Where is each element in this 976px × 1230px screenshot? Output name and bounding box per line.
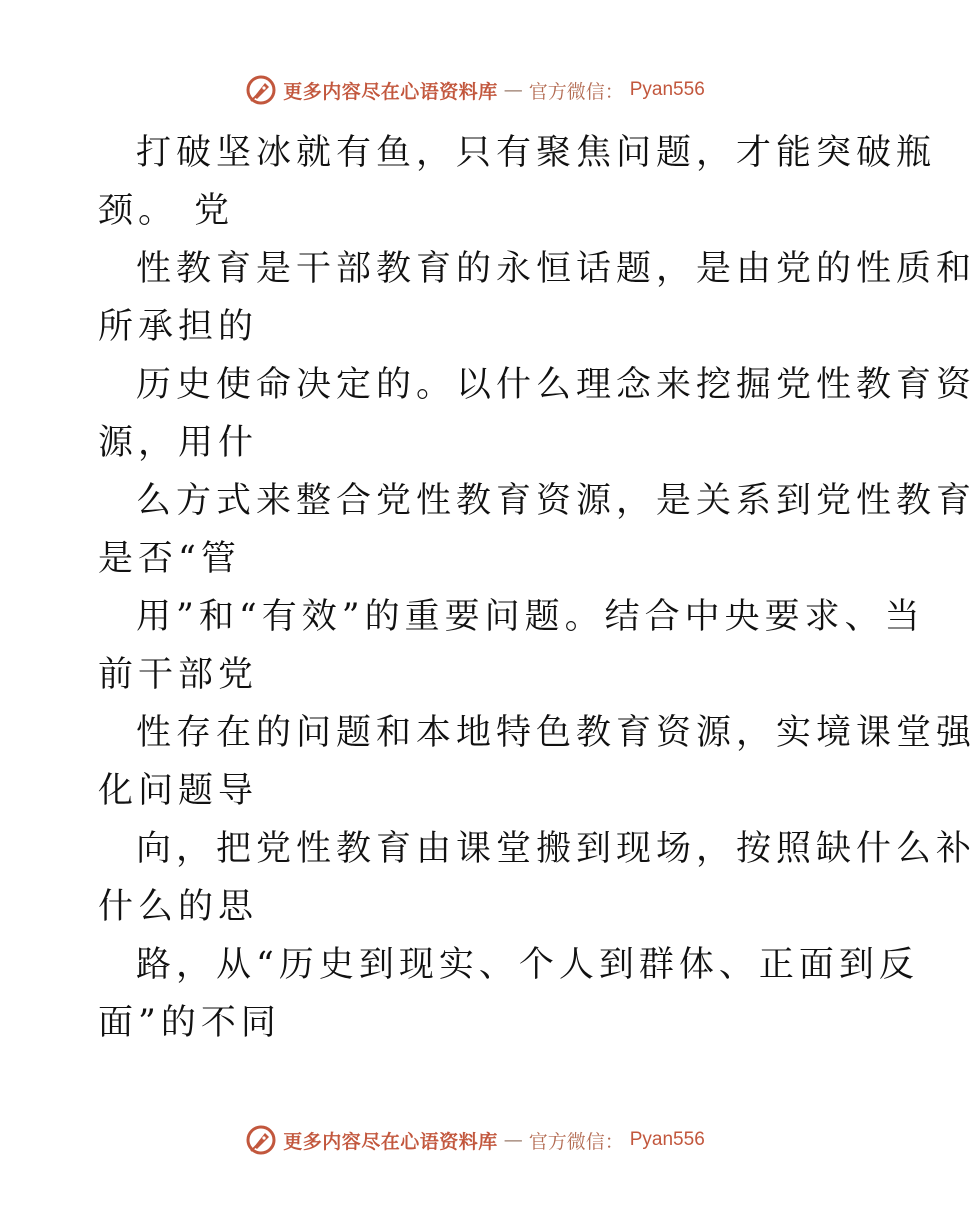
text-line: 路，从“历史到现实、个人到群体、正面到反 [136, 945, 919, 985]
footer-banner-content [245, 1124, 705, 1156]
text-line: 化问题导 [98, 771, 259, 811]
pen-nib-logo-icon [245, 74, 277, 106]
text-line: 向，把党性教育由课堂搬到现场，按照缺什么补 [136, 829, 976, 869]
header-banner-content [245, 74, 705, 106]
header-separator: — [503, 79, 523, 101]
footer-banner [0, 1120, 950, 1160]
text-line: 历史使命决定的。以什么理念来挖掘党性教育资 [136, 365, 976, 405]
footer-wechat-id: Pyan556 [629, 1129, 705, 1150]
text-line: 什么的思 [98, 887, 259, 927]
header-brand-text: 更多内容尽在心语资料库 [283, 80, 498, 103]
text-line: 所承担的 [98, 307, 259, 347]
text-line: 源，用什 [98, 423, 259, 463]
text-line: 打破坚冰就有鱼，只有聚焦问题，才能突破瓶 [136, 133, 937, 173]
text-line: 颈。 党 [98, 191, 235, 231]
text-line: 性存在的问题和本地特色教育资源，实境课堂强 [136, 713, 976, 753]
document-body [98, 124, 976, 1052]
header-banner [0, 70, 950, 110]
text-line: 面”的不同 [98, 1003, 281, 1043]
header-wechat-label: 官方微信： [528, 80, 624, 103]
pen-nib-logo-icon [245, 1124, 277, 1156]
text-line: 么方式来整合党性教育资源，是关系到党性教育 [136, 481, 976, 521]
footer-wechat-label: 官方微信： [528, 1130, 624, 1153]
text-line: 前干部党 [98, 655, 259, 695]
header-wechat-id: Pyan556 [629, 79, 705, 100]
text-line: 性教育是干部教育的永恒话题，是由党的性质和 [136, 249, 976, 289]
text-line: 用”和“有效”的重要问题。结合中央要求、当 [136, 597, 925, 637]
footer-separator: — [503, 1129, 523, 1151]
text-line: 是否“管 [98, 539, 241, 579]
footer-brand-text: 更多内容尽在心语资料库 [283, 1130, 498, 1153]
